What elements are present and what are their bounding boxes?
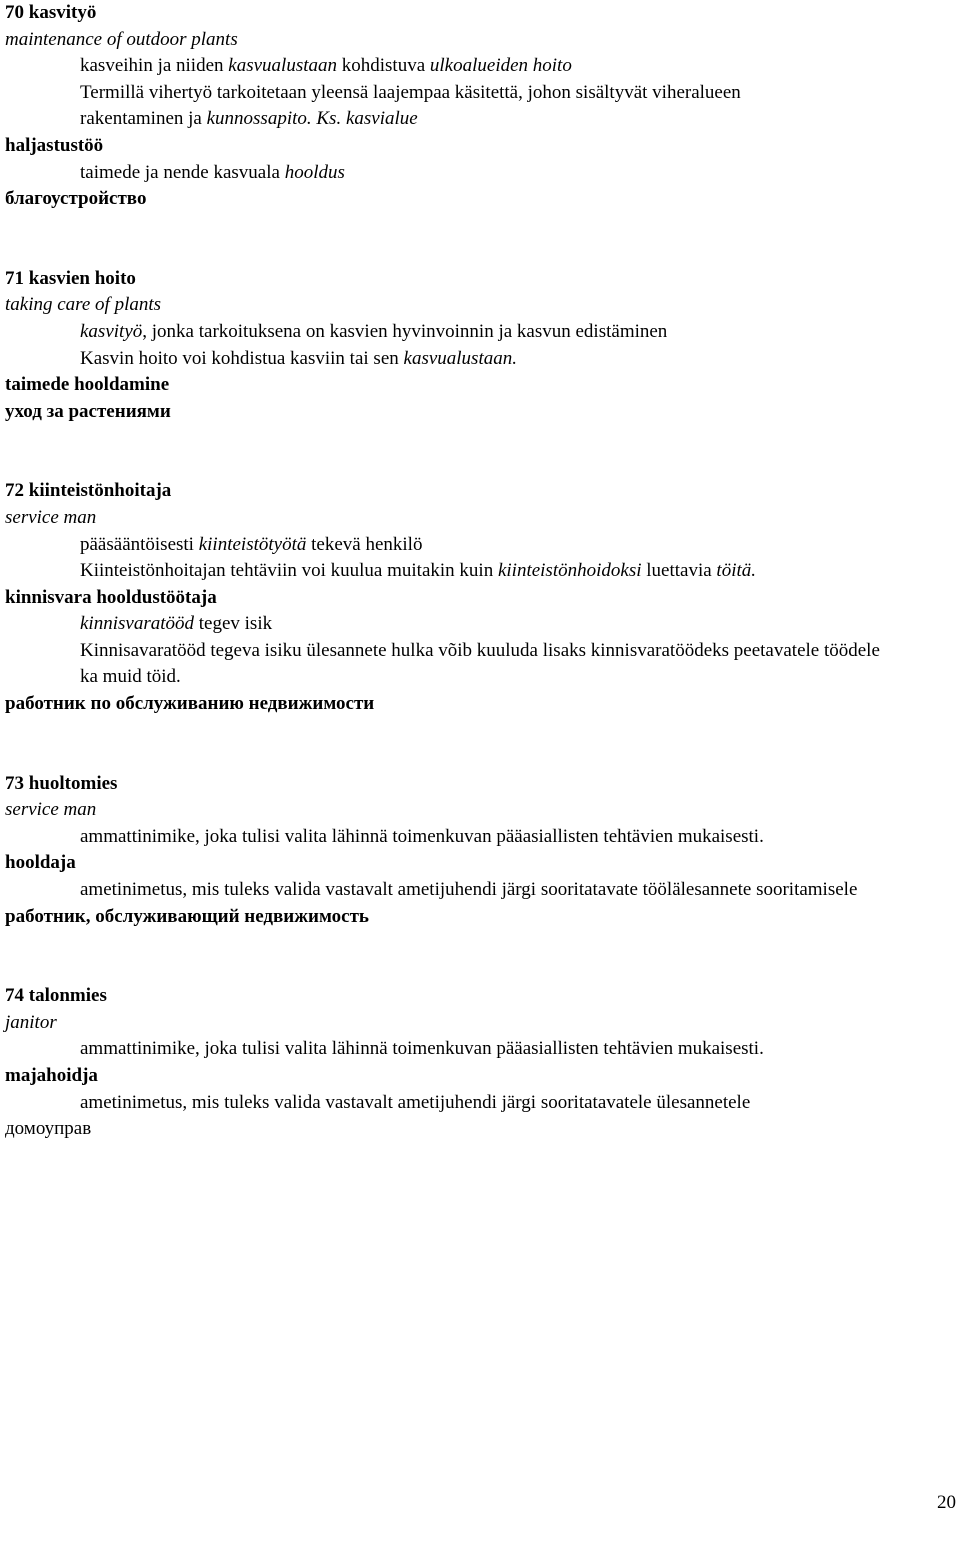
estonian-term: taimede hooldamine	[5, 374, 170, 396]
term-reference: kasvualustaan.	[403, 347, 517, 369]
english-term: janitor	[5, 1011, 57, 1033]
text-run: kasveihin ja niiden	[80, 55, 229, 77]
finnish-note	[5, 558, 960, 585]
term-reference: hooldus	[284, 161, 345, 183]
term-reference: ulkoalueiden hoito	[429, 55, 572, 77]
estonian-term: majahoidja	[5, 1065, 98, 1086]
text-run: Kiinteistönhoitajan tehtäviin voi kuulua muitakin kuin	[80, 560, 498, 582]
text-run: tegev isik	[194, 613, 273, 635]
term-entry-74	[5, 983, 960, 1143]
term-heading: 73 huoltomies	[5, 772, 118, 794]
term-reference: kiinteistötyötä	[198, 533, 307, 555]
term-entry-73	[5, 771, 960, 931]
estonian-definition	[5, 160, 960, 187]
term-reference: kasvityö	[80, 320, 143, 342]
text-run: tekevä henkilö	[306, 533, 423, 555]
english-term: taking care of plants	[5, 294, 162, 316]
estonian-term: kinnisvara hooldustöötaja	[5, 586, 217, 608]
term-entry-71	[5, 266, 960, 426]
document-page	[5, 0, 960, 1143]
term-reference: töitä.	[716, 560, 757, 582]
text-run: taimede ja nende kasvuala	[80, 161, 285, 183]
term-reference: kiinteistönhoidoksi	[497, 560, 642, 582]
text-run: , jonka tarkoituksena on kasvien hyvinvoinnin ja kasvun edistäminen	[142, 320, 668, 342]
russian-term: работник по обслуживанию недвижимости	[5, 693, 375, 715]
page-number: 20	[937, 1492, 956, 1513]
russian-term: благоустройство	[5, 188, 147, 210]
term-reference: kasvualustaan	[228, 55, 337, 77]
finnish-note: Termillä vihertyö tarkoitetaan yleensä laajempaa käsitettä, johon sisältyvät viheralueen	[80, 81, 741, 103]
finnish-note	[5, 346, 960, 373]
english-term: service man	[5, 799, 97, 821]
text-run: pääsääntöisesti	[80, 533, 199, 555]
term-reference: kinnisvaratööd	[80, 613, 194, 635]
finnish-definition	[5, 53, 960, 80]
estonian-term: haljastustöö	[5, 134, 104, 156]
term-heading: 72 kiinteistönhoitaja	[5, 480, 172, 502]
finnish-note-cont	[5, 106, 960, 133]
finnish-definition: ammattinimike, joka tulisi valita lähinnä toimenkuvan pääasiallisten tehtävien mukaisesti.	[80, 825, 764, 847]
finnish-definition	[5, 532, 960, 559]
finnish-definition: ammattinimike, joka tulisi valita lähinnä toimenkuvan pääasiallisten tehtävien mukaisesti.	[80, 1038, 764, 1060]
text-run: kohdistuva	[337, 55, 430, 77]
term-heading: 74 talonmies	[5, 985, 107, 1007]
term-entry-70	[5, 0, 960, 213]
term-reference: kunnossapito. Ks. kasvialue	[206, 108, 418, 130]
estonian-definition	[5, 611, 960, 638]
finnish-definition	[5, 319, 960, 346]
estonian-definition: ametinimetus, mis tuleks valida vastavalt ametijuhendi järgi sooritatavate töölälesannete sooritamisele	[80, 879, 858, 901]
estonian-note: Kinnisavaratööd tegeva isiku ülesannete hulka võib kuuluda lisaks kinnisvaratöödeks peetavatele töödele ka muid töid.	[80, 639, 880, 688]
english-term: service man	[5, 506, 97, 528]
text-run: Kasvin hoito voi kohdistua kasviin tai sen	[80, 347, 404, 369]
term-heading: 70 kasvityö	[5, 2, 97, 23]
term-entry-72	[5, 478, 960, 717]
text-run: rakentaminen ja	[80, 108, 207, 130]
russian-term: домоуправ	[5, 1118, 92, 1140]
english-term: maintenance of outdoor plants	[5, 28, 238, 50]
text-run: luettavia	[641, 560, 717, 582]
russian-term: работник, обслуживающий недвижимость	[5, 905, 369, 927]
russian-term: уход за растениями	[5, 400, 171, 422]
term-heading: 71 kasvien hoito	[5, 267, 136, 289]
estonian-term: hooldaja	[5, 852, 76, 874]
estonian-definition: ametinimetus, mis tuleks valida vastavalt ametijuhendi järgi sooritatavatele ülesannetele	[80, 1091, 751, 1113]
